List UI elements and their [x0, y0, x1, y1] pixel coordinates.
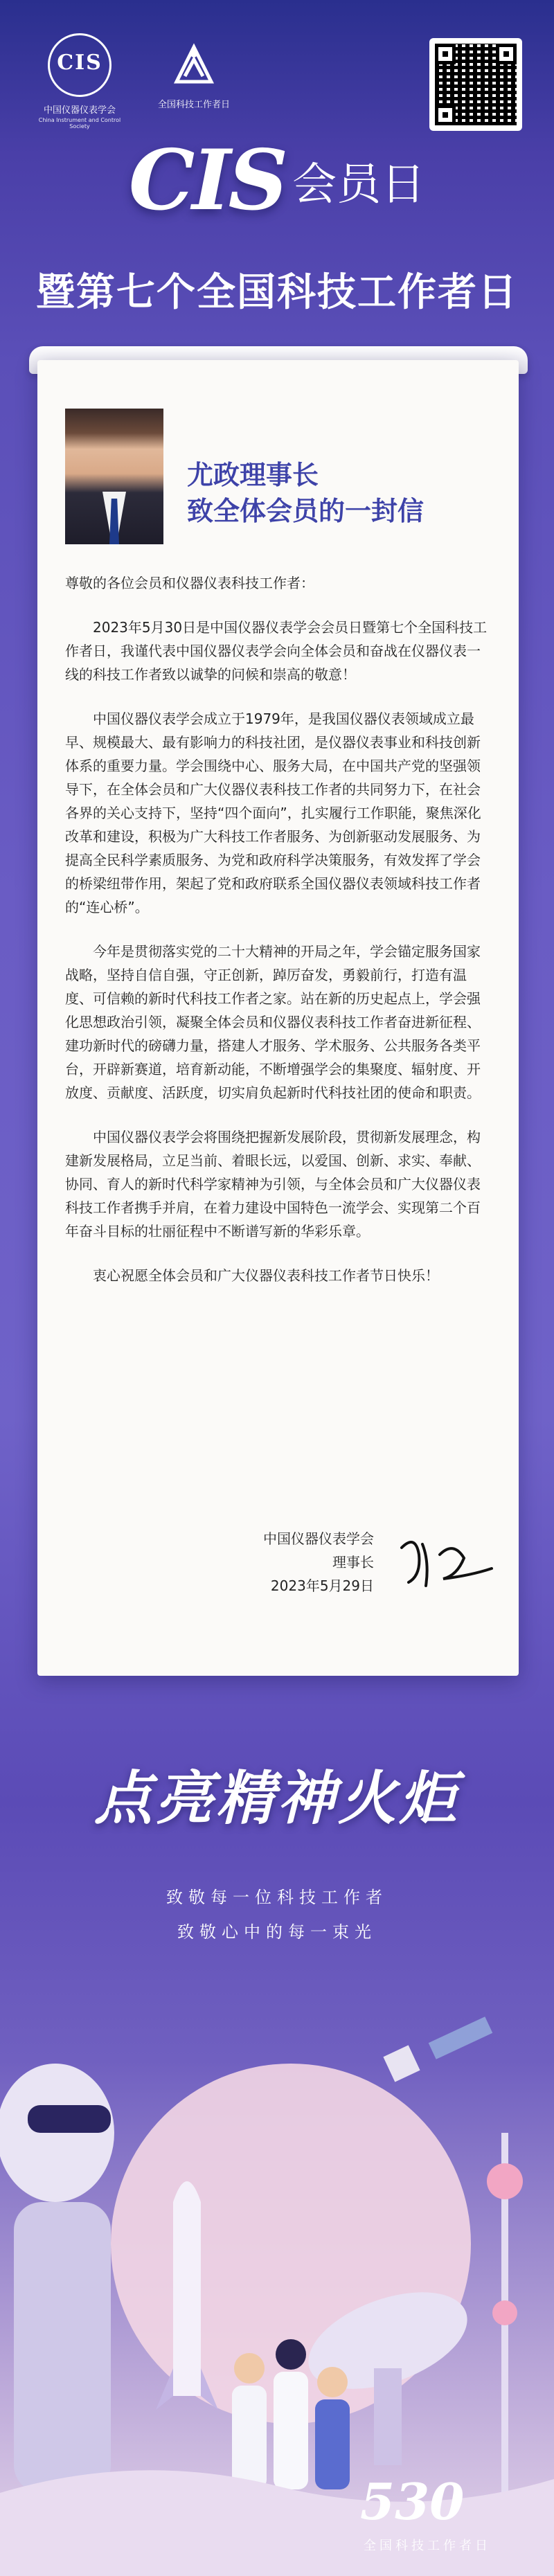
cloud-ground: [0, 2470, 554, 2576]
letter-paragraph: 中国仪器仪表学会将围绕把握新发展阶段，贯彻新发展理念，构建新发展格局，立足当前、着眼长远，以爱国、创新、求实、奉献、协同、育人的新时代科学家精神为引领，与全体会员和广大仪器仪表科技工作者携手并肩，在着力建设中国特色一流学会、实现第二个百年奋斗目标的壮丽征程中不断谱写新的华彩乐章。: [65, 1129, 481, 1240]
workers-day-logo: [142, 40, 246, 110]
society-logo: [28, 33, 132, 129]
society-name-en: China Instrument and Control Society: [38, 117, 121, 129]
science-illustration: [0, 1953, 554, 2576]
tribute-line-1: 致敬每一位科技工作者: [166, 1888, 388, 1907]
footer-workers-day: 全国科技工作者日: [364, 2539, 491, 2553]
letter-heading-line1: 尤政理事长: [187, 460, 319, 490]
portrait-photo: [65, 409, 163, 544]
qr-code-icon: [435, 44, 517, 125]
workers-day-name: 全国科技工作者日: [157, 100, 230, 110]
slogan: 点亮精神火炬: [93, 1764, 460, 1832]
letter-greeting: 尊敬的各位会员和仪器仪表科技工作者：: [65, 575, 314, 591]
hero-subtitle: 暨第七个全国科技工作者日: [36, 270, 518, 315]
letter-paragraph: 今年是贯彻落实党的二十大精神的开局之年，学会锚定服务国家战略，坚持自信自强，守正创新，踔厉奋发，勇毅前行，打造有温度、可信赖的新时代科技工作者之家。站在新的历史起点上，学会强化思想政治引领，凝聚全体会员和仪器仪表科技工作者奋进新征程、建功新时代的磅礴力量，搭建人才服务、学术服务、公共服务各类平台，开辟新赛道，培育新动能，不断增强学会的集聚度、辐射度、开放度、贡献度、活跃度，切实肩负起新时代科技社团的使命和职责。: [65, 943, 481, 1101]
qr-code[interactable]: [429, 38, 522, 131]
cis-wordmark: CIS: [128, 132, 286, 229]
hands-530-logo-icon: [170, 40, 218, 91]
letter-body: [65, 571, 490, 1308]
handwritten-signature: [388, 1527, 506, 1596]
tribute-line-2: 致敬心中的每一束光: [177, 1922, 377, 1942]
letter-heading-line2: 致全体会员的一封信: [187, 496, 425, 526]
letter-paragraph: 衷心祝愿全体会员和广大仪器仪表科技工作者节日快乐！: [93, 1267, 439, 1284]
footer-530: 530: [360, 2472, 465, 2531]
satellite-icon: [383, 2016, 492, 2082]
cis-logo-icon: CIS: [48, 33, 111, 97]
society-name-cn: 中国仪器仪表学会: [43, 105, 116, 116]
robot-figure: [0, 2064, 114, 2493]
letter-paragraph: 中国仪器仪表学会成立于1979年，是我国仪器仪表领域成立最早、规模最大、最有影响力的科技社团，是仪器仪表事业和科技创新体系的重要力量。学会围绕中心、服务大局，在中国共产党的坚强领导下，在全体会员和广大仪器仪表科技工作者的共同努力下，在社会各界的关心支持下，坚持“四个面向”，扎实履行工作职能，聚焦深化改革和建设，积极为广大科技工作者服务、为创新驱动发展服务、为提高全民科学素质服务、为党和政府科学决策服务，有效发挥了学会的桥梁纽带作用，架起了党和政府联系全国仪器仪表领域科技工作者的“连心桥”。: [65, 710, 481, 915]
letter-paragraph: 2023年5月30日是中国仪器仪表学会会员日暨第七个全国科技工作者日，我谨代表中国仪器仪表学会向全体会员和奋战在仪器仪表一线的科技工作者致以诚挚的问候和崇高的敬意！: [65, 619, 488, 683]
member-day-text: 会员日: [292, 159, 426, 211]
sign-org: 中国仪器仪表学会: [263, 1530, 374, 1547]
sign-date: 2023年5月29日: [270, 1577, 374, 1594]
hero-title: [0, 132, 554, 229]
sign-title: 理事长: [332, 1554, 374, 1571]
letter-signoff: [208, 1527, 374, 1598]
letter-heading: [187, 457, 424, 529]
tv-tower-icon: [487, 2133, 523, 2493]
